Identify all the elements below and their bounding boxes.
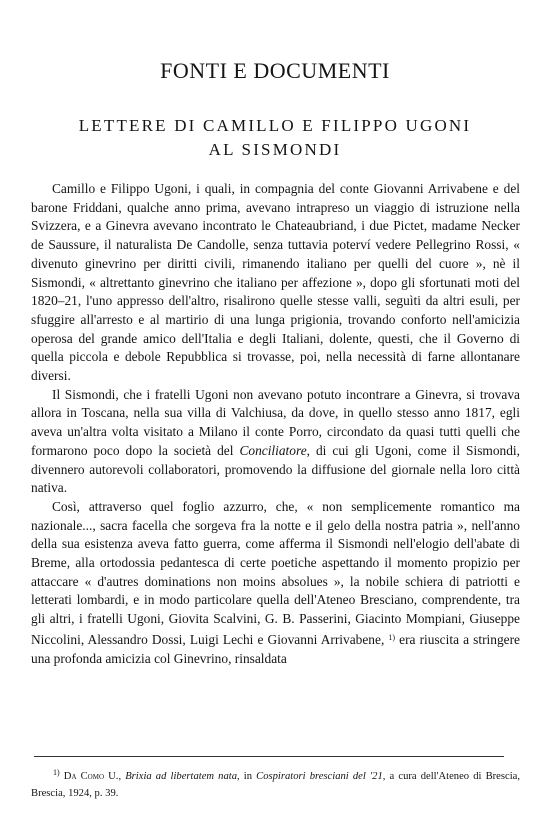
footnote-sep-2: , in — [237, 771, 257, 782]
body-text — [31, 180, 520, 668]
paragraph-1-text: Camillo e Filippo Ugoni, i quali, in compagnia del conte Giovanni Arrivabene e del barone Friddani, qualche anno prima, avevano intrapreso un viaggio di istruzione nella Svizzera, e a Ginevra avevano incontrato le Chateaubriand, i due Pictet, madame Necker de Saussure, il naturalista De Candolle, senza tuttavia poterví vedere Pellegrino Rossi, « divenuto ginevrino per diritti civili, rimanendo italiano per quelli del cuore », nè il Sismondi, « altrettanto ginevrino che italiano per affezione », dopo gli sfortunati moti del 1820–21, l'uno appresso dell'altro, risalirono quelle stesse valli, seguìti da altri esuli, per sfuggire all'arresto e al martirio di una lunga prigionia, trovando conforto nell'amicizia operosa del grande amico dell'Italia e degli Italiani, dolente, questi, che il Governo di quella piccola e debole Repubblica si trovasse, poi, nella necessità di farne allontanare diversi. — [31, 181, 520, 384]
paragraph-2-text-b: , di cui gli Ugoni, come il Sismondi, divennero autorevoli collaboratori, promovendo la diffusione del giornale nella loro città nativa. — [31, 442, 520, 496]
article-title — [0, 114, 550, 162]
footnote-divider — [34, 756, 504, 757]
article-title-line-1: LETTERE DI CAMILLO E FILIPPO UGONI — [78, 116, 472, 135]
footnote-reference: 1) — [388, 632, 396, 642]
paragraph-2 — [31, 386, 520, 498]
footnote-rest: , a cura dell'Ateneo di Brescia, Brescia, 1924, p. 39. — [31, 771, 520, 799]
footnote-collection-title: Cospiratori bresciani del '21 — [256, 771, 383, 782]
footnote-author: Da Como U. — [63, 771, 119, 782]
footnote — [31, 764, 520, 802]
paragraph-2-text-a: Il Sismondi, che i fratelli Ugoni non avevano potuto incontrare a Ginevra, si trovava allora in Toscana, nella sua villa di Valchiusa, da dove, in quello stesso anno 1817, egli aveva un'altra volta visitato a Milano il conte Porro, circondato da quasi tutti quelli che formarono poco dopo la società del — [31, 386, 520, 458]
section-heading: FONTI E DOCUMENTI — [160, 58, 390, 83]
footnote-sep-1: , — [118, 771, 126, 782]
footnote-marker: 1) — [53, 768, 60, 777]
article-title-line-2: AL SISMONDI — [208, 140, 342, 159]
paragraph-1 — [31, 180, 520, 386]
footnote-work-title: Brixia ad libertatem nata — [125, 771, 238, 782]
journal-title: Conciliatore — [239, 442, 307, 458]
paragraph-3-text-b: era riuscita a stringere una profonda amicizia col Ginevrino, rinsaldata — [31, 631, 520, 666]
paragraph-3-text-a: Così, attraverso quel foglio azzurro, che, « non semplicemente romantico ma nazionale..., sacra facella che sorgeva fra la notte e il gelo della nostra patria », nell'anno della sua esistenza aveva fatto guerra, come afferma il Sismondi nell'elogio dell'abate di Breme, alla ortodossia pedantesca di certe poetiche aspettando il momento propizio per attaccare « d'autres dominations non moins absolues », la nobile schiera di patriotti e letterati lombardi, e in modo particolare quella dell'Ateneo Bresciano, comprendente, tra gli altri, i fratelli Ugoni, Giovita Scalvini, G. B. Passerini, Giacinto Mompiani, Giuseppe Niccolini, Alessandro Dossi, Luigi Lechi e Giovanni Arrivabene, — [31, 498, 520, 647]
paragraph-3 — [31, 498, 520, 668]
